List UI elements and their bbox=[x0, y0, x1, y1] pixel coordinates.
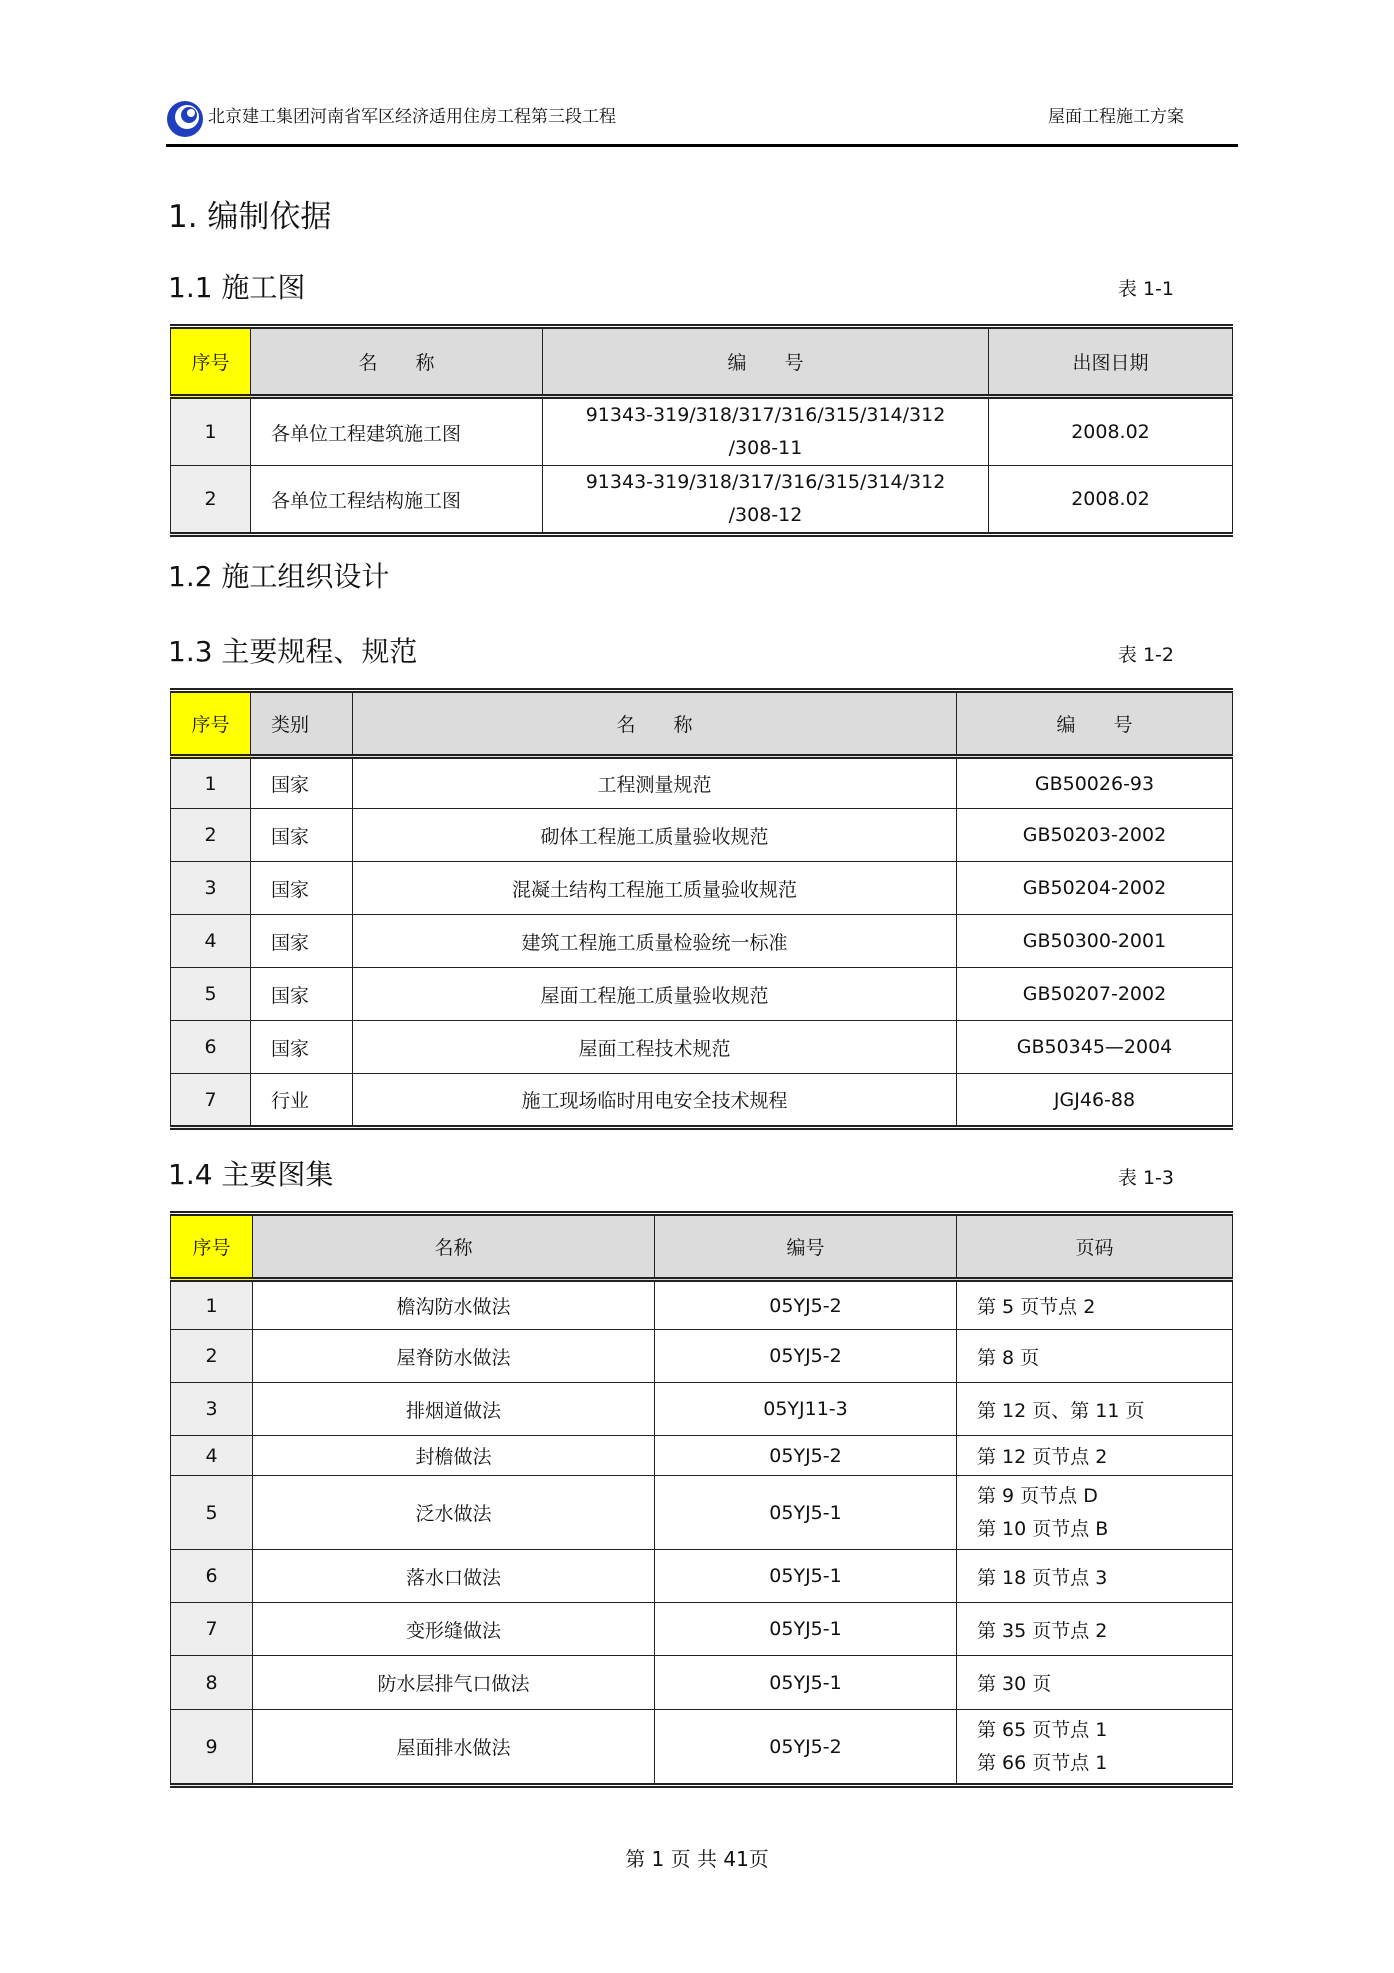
header-seq: 序号 bbox=[171, 327, 251, 397]
table-row bbox=[171, 862, 1233, 915]
header-project-title: 北京建工集团河南省军区经济适用住房工程第三段工程 bbox=[208, 107, 616, 127]
header-rule bbox=[166, 144, 1238, 147]
table-row bbox=[171, 1603, 1233, 1656]
table-1-3-number: 表 1-3 bbox=[1117, 1167, 1174, 1189]
cell-page: 第 35 页节点 2 bbox=[957, 1603, 1233, 1656]
header-seq: 序号 bbox=[171, 691, 251, 757]
cell-name: 砌体工程施工质量验收规范 bbox=[353, 809, 957, 862]
header-code: 编号 bbox=[655, 1214, 957, 1280]
cell-code: GB50300-2001 bbox=[957, 915, 1233, 968]
standards-table bbox=[170, 688, 1233, 1130]
section-1-1-title: 1.1 施工图 bbox=[168, 271, 306, 304]
cell-name: 屋面排水做法 bbox=[253, 1710, 655, 1786]
header-category: 类别 bbox=[251, 691, 353, 757]
table-row bbox=[171, 1021, 1233, 1074]
cell-category: 国家 bbox=[251, 968, 353, 1021]
cell-code bbox=[543, 397, 989, 466]
cell-category: 国家 bbox=[251, 915, 353, 968]
section-1-4-title: 1.4 主要图集 bbox=[168, 1158, 334, 1191]
cell-code: 05YJ5-2 bbox=[655, 1330, 957, 1383]
cell-name: 屋面工程施工质量验收规范 bbox=[353, 968, 957, 1021]
code-line: 91343-319/318/317/316/315/314/312 bbox=[585, 471, 946, 493]
cell-code: JGJ46-88 bbox=[957, 1074, 1233, 1128]
cell-name: 檐沟防水做法 bbox=[253, 1280, 655, 1330]
cell-category: 行业 bbox=[251, 1074, 353, 1128]
cell-seq: 5 bbox=[171, 1476, 253, 1550]
table-row bbox=[171, 1330, 1233, 1383]
cell-seq: 4 bbox=[171, 915, 251, 968]
table-row bbox=[171, 915, 1233, 968]
cell-page: 第 30 页 bbox=[957, 1656, 1233, 1710]
cell-page: 第 12 页节点 2 bbox=[957, 1436, 1233, 1476]
page-line: 第 66 页节点 1 bbox=[977, 1751, 1108, 1774]
drawings-table bbox=[170, 324, 1233, 537]
code-line: /308-12 bbox=[728, 504, 803, 526]
table-row bbox=[171, 466, 1233, 535]
cell-name: 变形缝做法 bbox=[253, 1603, 655, 1656]
cell-code: GB50345—2004 bbox=[957, 1021, 1233, 1074]
cell-code: 05YJ5-2 bbox=[655, 1280, 957, 1330]
cell-name: 泛水做法 bbox=[253, 1476, 655, 1550]
cell-name: 建筑工程施工质量检验统一标准 bbox=[353, 915, 957, 968]
page-line: 第 65 页节点 1 bbox=[977, 1718, 1108, 1741]
cell-name: 施工现场临时用电安全技术规程 bbox=[353, 1074, 957, 1128]
page-line: 第 9 页节点 D bbox=[977, 1484, 1098, 1507]
cell-name: 防水层排气口做法 bbox=[253, 1656, 655, 1710]
page-header bbox=[166, 100, 1238, 144]
cell-code: GB50026-93 bbox=[957, 757, 1233, 809]
cell-name: 各单位工程建筑施工图 bbox=[251, 397, 543, 466]
cell-date: 2008.02 bbox=[989, 466, 1233, 535]
header-page: 页码 bbox=[957, 1214, 1233, 1280]
table-row bbox=[171, 397, 1233, 466]
cell-code: GB50204-2002 bbox=[957, 862, 1233, 915]
cell-code: 05YJ11-3 bbox=[655, 1383, 957, 1436]
cell-seq: 1 bbox=[171, 1280, 253, 1330]
cell-date: 2008.02 bbox=[989, 397, 1233, 466]
page-line: 第 10 页节点 B bbox=[977, 1517, 1109, 1540]
cell-category: 国家 bbox=[251, 809, 353, 862]
cell-category: 国家 bbox=[251, 1021, 353, 1074]
cell-seq: 9 bbox=[171, 1710, 253, 1786]
table-row bbox=[171, 1280, 1233, 1330]
section-1-title: 1. 编制依据 bbox=[168, 199, 332, 235]
header-code: 编 号 bbox=[543, 327, 989, 397]
cell-seq: 2 bbox=[171, 809, 251, 862]
table-1-2-number: 表 1-2 bbox=[1117, 644, 1174, 666]
cell-code: 05YJ5-1 bbox=[655, 1476, 957, 1550]
cell-page: 第 5 页节点 2 bbox=[957, 1280, 1233, 1330]
section-1-3-title: 1.3 主要规程、规范 bbox=[168, 635, 418, 668]
section-1-2-title: 1.2 施工组织设计 bbox=[168, 560, 390, 593]
table-row bbox=[171, 1074, 1233, 1128]
cell-seq: 2 bbox=[171, 1330, 253, 1383]
table-row bbox=[171, 1476, 1233, 1550]
table-row bbox=[171, 809, 1233, 862]
header-name: 名 称 bbox=[353, 691, 957, 757]
table-1-1-number: 表 1-1 bbox=[1117, 278, 1174, 300]
cell-page bbox=[957, 1710, 1233, 1786]
cell-seq: 7 bbox=[171, 1074, 251, 1128]
cell-code: GB50207-2002 bbox=[957, 968, 1233, 1021]
header-code: 编 号 bbox=[957, 691, 1233, 757]
cell-page bbox=[957, 1476, 1233, 1550]
atlas-table bbox=[170, 1211, 1233, 1788]
cell-name: 落水口做法 bbox=[253, 1550, 655, 1603]
cell-code: GB50203-2002 bbox=[957, 809, 1233, 862]
table-row bbox=[171, 1436, 1233, 1476]
cell-code: 05YJ5-1 bbox=[655, 1656, 957, 1710]
table-row bbox=[171, 1550, 1233, 1603]
cell-seq: 7 bbox=[171, 1603, 253, 1656]
cell-category: 国家 bbox=[251, 757, 353, 809]
table-row bbox=[171, 1710, 1233, 1786]
cell-name: 混凝土结构工程施工质量验收规范 bbox=[353, 862, 957, 915]
cell-name: 屋脊防水做法 bbox=[253, 1330, 655, 1383]
cell-seq: 2 bbox=[171, 466, 251, 535]
cell-page: 第 12 页、第 11 页 bbox=[957, 1383, 1233, 1436]
cell-seq: 1 bbox=[171, 757, 251, 809]
cell-name: 工程测量规范 bbox=[353, 757, 957, 809]
cell-seq: 3 bbox=[171, 1383, 253, 1436]
cell-code: 05YJ5-2 bbox=[655, 1710, 957, 1786]
cell-seq: 3 bbox=[171, 862, 251, 915]
code-line: /308-11 bbox=[728, 437, 803, 459]
cell-code: 05YJ5-2 bbox=[655, 1436, 957, 1476]
table-row bbox=[171, 1656, 1233, 1710]
cell-code bbox=[543, 466, 989, 535]
table-row bbox=[171, 757, 1233, 809]
table-row bbox=[171, 1383, 1233, 1436]
cell-seq: 8 bbox=[171, 1656, 253, 1710]
company-logo-icon bbox=[166, 100, 204, 138]
header-seq: 序号 bbox=[171, 1214, 253, 1280]
cell-seq: 5 bbox=[171, 968, 251, 1021]
header-date: 出图日期 bbox=[989, 327, 1233, 397]
code-line: 91343-319/318/317/316/315/314/312 bbox=[585, 404, 946, 426]
cell-page: 第 18 页节点 3 bbox=[957, 1550, 1233, 1603]
cell-page: 第 8 页 bbox=[957, 1330, 1233, 1383]
cell-category: 国家 bbox=[251, 862, 353, 915]
cell-code: 05YJ5-1 bbox=[655, 1550, 957, 1603]
cell-name: 排烟道做法 bbox=[253, 1383, 655, 1436]
cell-seq: 6 bbox=[171, 1021, 251, 1074]
cell-name: 各单位工程结构施工图 bbox=[251, 466, 543, 535]
cell-seq: 4 bbox=[171, 1436, 253, 1476]
cell-name: 封檐做法 bbox=[253, 1436, 655, 1476]
header-name: 名称 bbox=[253, 1214, 655, 1280]
cell-code: 05YJ5-1 bbox=[655, 1603, 957, 1656]
header-name: 名 称 bbox=[251, 327, 543, 397]
header-document-title: 屋面工程施工方案 bbox=[1048, 107, 1184, 127]
page-footer: 第 1 页 共 41页 bbox=[625, 1847, 769, 1871]
cell-seq: 1 bbox=[171, 397, 251, 466]
cell-seq: 6 bbox=[171, 1550, 253, 1603]
table-row bbox=[171, 968, 1233, 1021]
cell-name: 屋面工程技术规范 bbox=[353, 1021, 957, 1074]
